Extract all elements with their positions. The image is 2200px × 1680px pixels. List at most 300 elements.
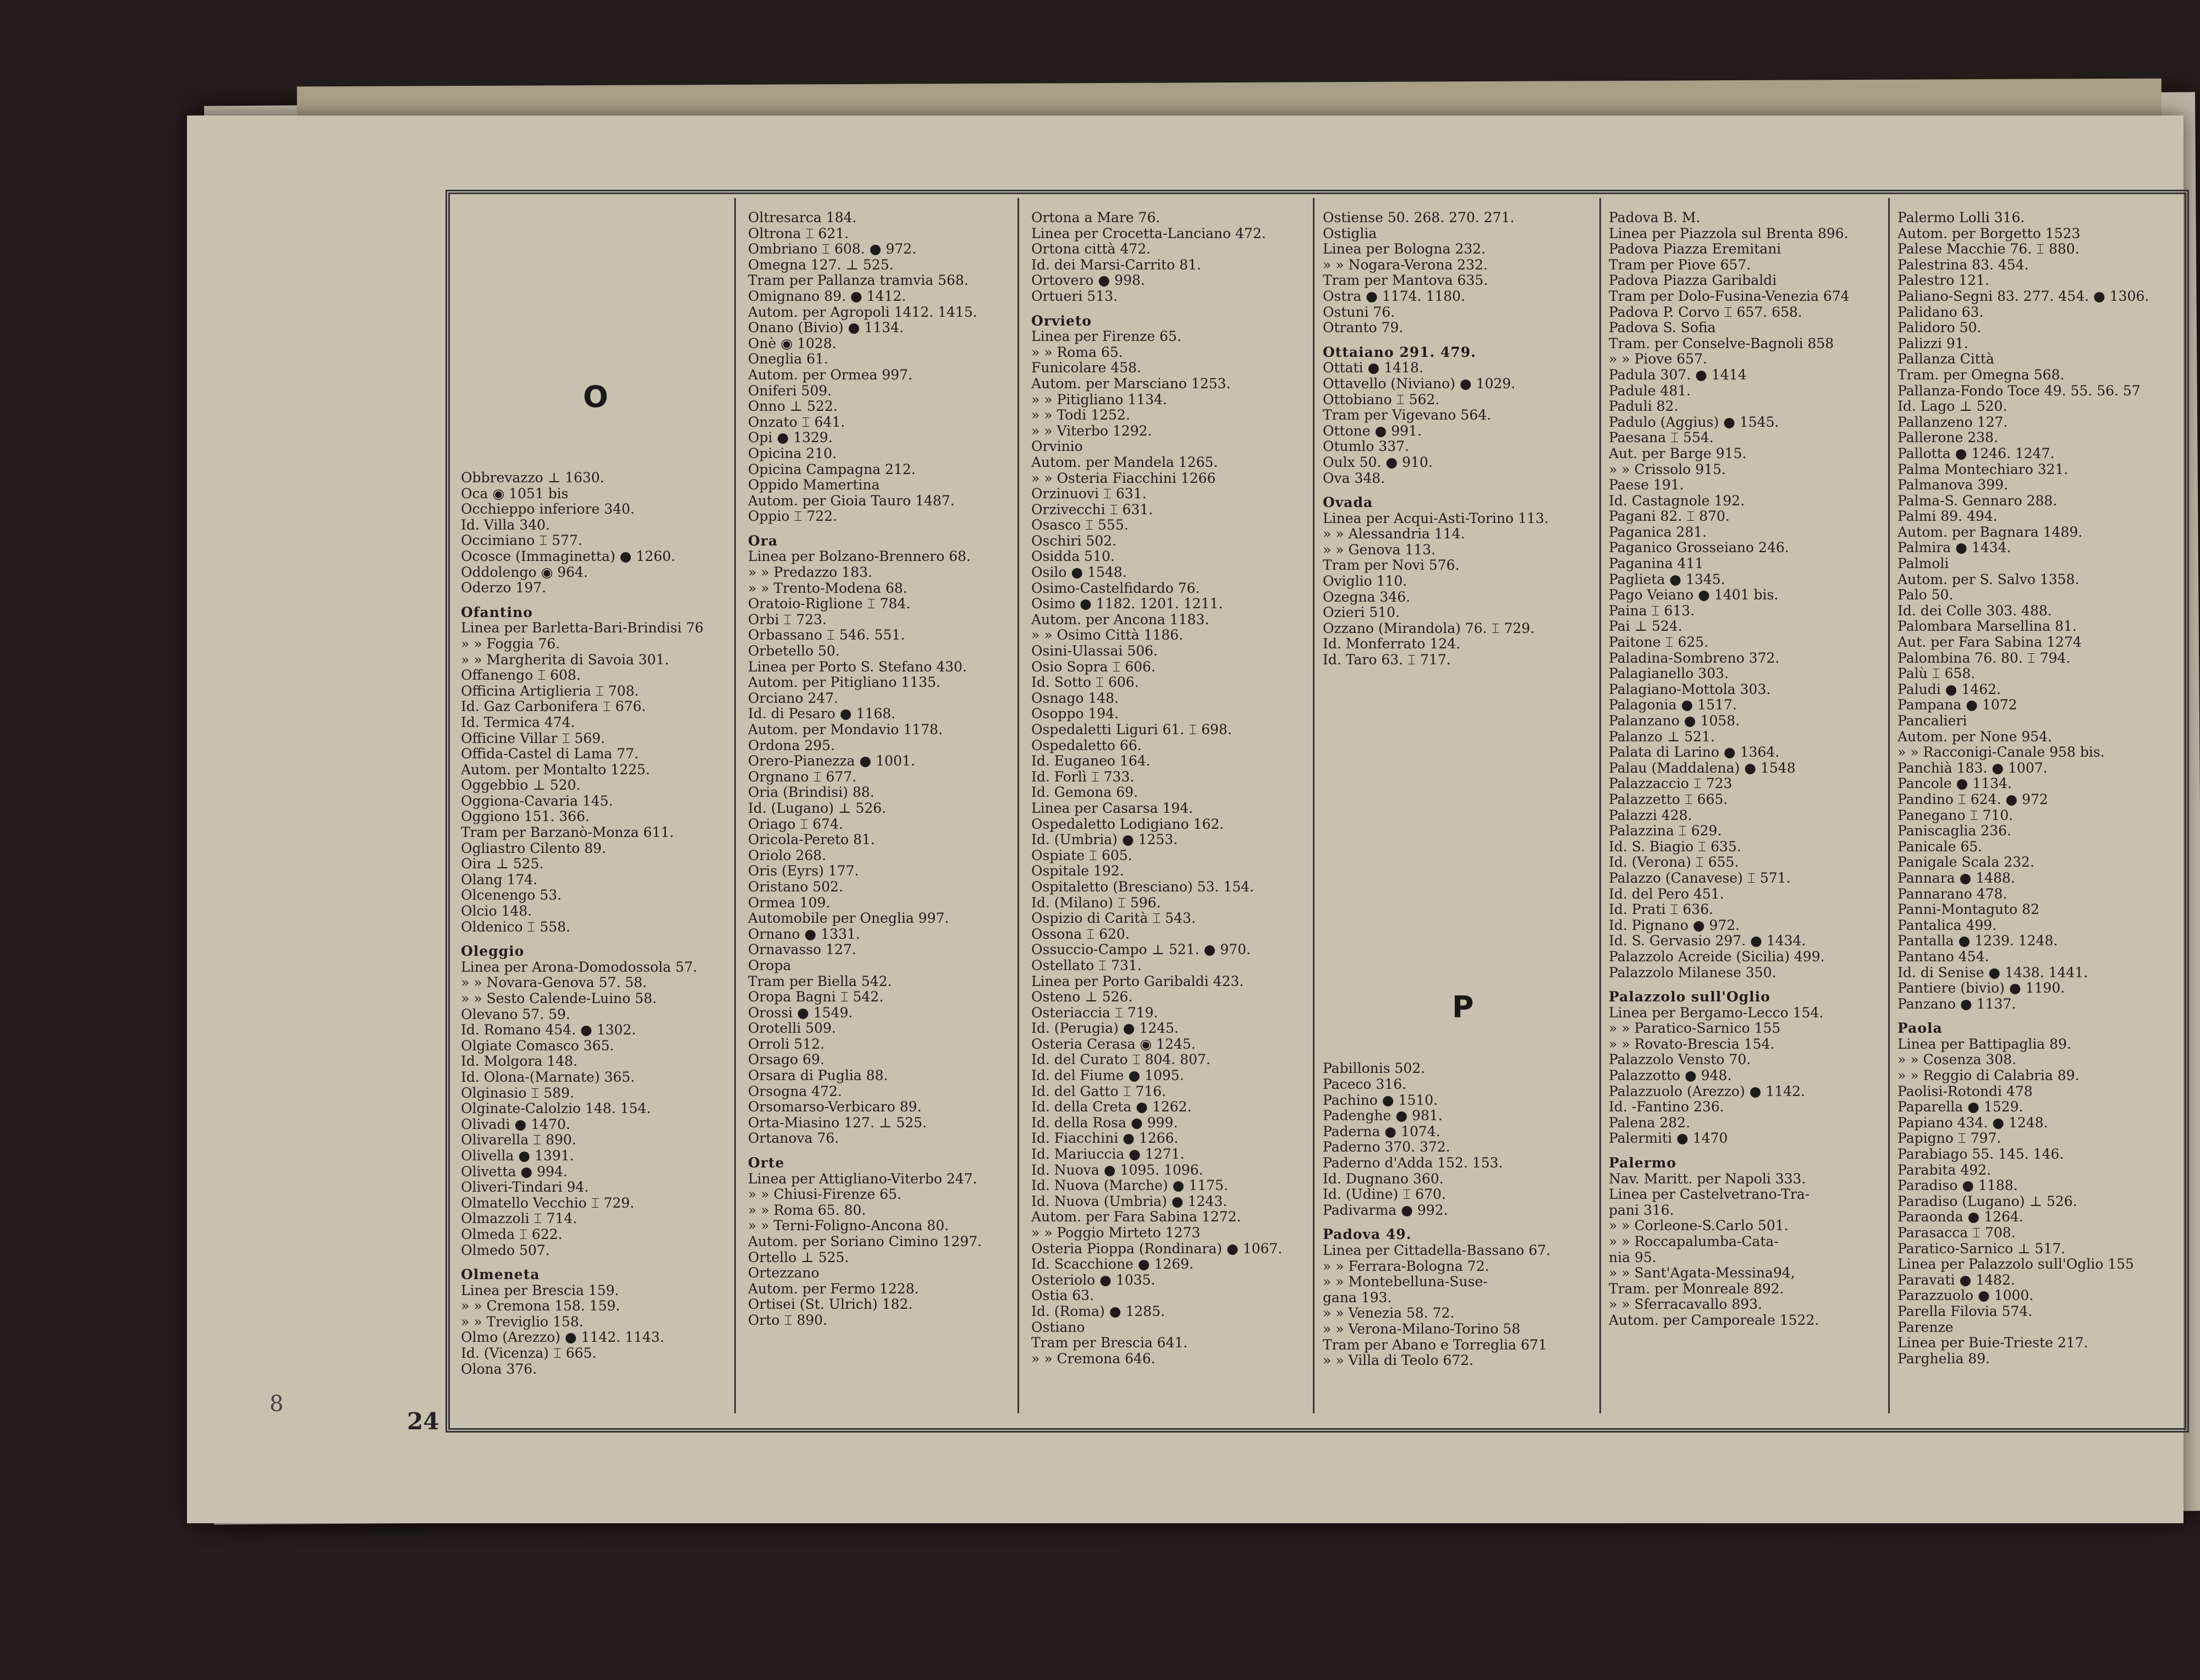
- index-entry: Linea per Buie-Trieste 217.: [1898, 1335, 2088, 1351]
- index-entry: Pancole ● 1134.: [1898, 775, 2012, 792]
- index-entry: Ova 348.: [1323, 470, 1385, 486]
- index-entry: Oriolo 268.: [748, 847, 827, 863]
- index-entry: » » Chiusi-Firenze 65.: [748, 1186, 901, 1203]
- index-entry: Oldenico ⌶ 558.: [461, 918, 570, 935]
- index-entry: Oristano 502.: [748, 878, 843, 895]
- index-entry: Palazzolo Acreide (Sicilia) 499.: [1609, 948, 1825, 965]
- index-entry: Linea per Crocetta-Lanciano 472.: [1031, 225, 1266, 241]
- index-entry: Panchià 183. ● 1007.: [1898, 759, 2048, 776]
- index-entry: Id. (Umbria) ● 1253.: [1031, 831, 1178, 848]
- index-entry: Officine Villar ⌶ 569.: [461, 730, 606, 746]
- index-entry: Parasacca ⌶ 708.: [1898, 1225, 2016, 1241]
- index-entry: Ospedaletti Liguri 61. ⌶ 698.: [1031, 721, 1232, 737]
- index-entry: Oderzo 197.: [461, 580, 547, 596]
- index-entry: Padova Piazza Garibaldi: [1609, 272, 1777, 289]
- index-entry: » » Foggia 76.: [461, 635, 560, 652]
- index-entry: Palermiti ● 1470: [1609, 1130, 1728, 1147]
- index-entry: Ostellato ⌶ 731.: [1031, 957, 1142, 973]
- index-entry: Olcenengo 53.: [461, 887, 562, 904]
- index-entry: » » Verona-Milano-Torino 58: [1323, 1320, 1521, 1337]
- index-entry: Ocosce (Immaginetta) ● 1260.: [461, 548, 675, 564]
- index-entry: » » Sesto Calende-Luino 58.: [461, 990, 657, 1006]
- index-entry: Palazzi 428.: [1609, 807, 1692, 823]
- index-entry: Orsara di Puglia 88.: [748, 1067, 888, 1084]
- index-entry: Opi ● 1329.: [748, 429, 833, 446]
- index-entry: Paludi ● 1462.: [1898, 681, 2001, 697]
- index-entry: » » Genova 113.: [1323, 541, 1436, 558]
- index-entry: Orbetello 50.: [748, 643, 840, 659]
- index-entry: Oddolengo ◉ 964.: [461, 564, 588, 580]
- index-entry: Pai ⊥ 524.: [1609, 618, 1682, 635]
- index-entry: » » Todi 1252.: [1031, 407, 1130, 423]
- index-entry: Id. Mariuccia ● 1271.: [1031, 1146, 1185, 1163]
- index-entry: Opicina 210.: [748, 445, 837, 461]
- index-entry: [1323, 731, 1595, 747]
- index-entry: Linea per Piazzola sul Brenta 896.: [1609, 225, 1849, 241]
- index-entry: Palidoro 50.: [1898, 320, 1982, 336]
- index-entry: Parella Filovia 574.: [1898, 1303, 2033, 1319]
- index-entry: Id. dei Marsi-Carrito 81.: [1031, 256, 1201, 273]
- index-entry: Ospitale 192.: [1031, 863, 1124, 879]
- index-entry: Id. Gemona 69.: [1031, 784, 1138, 801]
- index-entry: Paglieta ● 1345.: [1609, 571, 1725, 587]
- index-entry: » » Cremona 646.: [1031, 1350, 1156, 1367]
- index-column-4: [1323, 210, 1595, 1420]
- index-entry: Paradiso ● 1188.: [1898, 1177, 2018, 1194]
- index-entry: Ottavello (Niviano) ● 1029.: [1323, 375, 1516, 392]
- index-column-2: [748, 210, 1015, 1420]
- index-entry: Id. Fiacchini ● 1266.: [1031, 1130, 1179, 1147]
- index-entry: Oria (Brindisi) 88.: [748, 784, 875, 801]
- index-entry: » » Paratico-Sarnico 155: [1609, 1020, 1781, 1037]
- index-entry: Orbassano ⌶ 546. 551.: [748, 627, 905, 643]
- index-entry: Ogliastro Cilento 89.: [461, 840, 607, 856]
- index-entry: Padulo (Aggius) ● 1545.: [1609, 414, 1779, 430]
- index-entry: Linea per Bologna 232.: [1323, 241, 1486, 257]
- index-entry: Olmatello Vecchio ⌶ 729.: [461, 1194, 635, 1211]
- index-entry: Ostiano: [1031, 1319, 1085, 1335]
- index-entry: Id. del Gatto ⌶ 716.: [1031, 1083, 1167, 1099]
- index-entry: Papiano 434. ● 1248.: [1898, 1114, 2048, 1131]
- index-entry: [1323, 872, 1595, 888]
- index-entry: Osimo ● 1182. 1201. 1211.: [1031, 596, 1223, 612]
- index-entry: Ortanova 76.: [748, 1130, 839, 1147]
- index-entry: Id. Nuova (Marche) ● 1175.: [1031, 1177, 1228, 1194]
- index-entry: Orsogna 472.: [748, 1083, 842, 1099]
- index-entry: [1323, 715, 1595, 731]
- index-entry: Id. di Pesaro ● 1168.: [748, 706, 896, 722]
- index-entry: Padule 481.: [1609, 382, 1691, 399]
- index-entry: Id. Scacchione ● 1269.: [1031, 1256, 1194, 1273]
- index-entry: Ormea 109.: [748, 894, 831, 911]
- index-entry: Paradiso (Lugano) ⊥ 526.: [1898, 1193, 2077, 1209]
- index-entry: Oltresarca 184.: [748, 210, 857, 225]
- index-entry: Paderno d'Adda 152. 153.: [1323, 1155, 1503, 1171]
- index-entry: Tram per Dolo-Fusina-Venezia 674: [1609, 288, 1850, 304]
- index-entry: Padenghe ● 981.: [1323, 1108, 1443, 1124]
- index-entry: Osteria Pioppa (Rondinara) ● 1067.: [1031, 1240, 1283, 1257]
- section-letter-o: O: [583, 379, 608, 414]
- index-entry: Palazzaccio ⌶ 723: [1609, 775, 1733, 792]
- index-column-5: [1609, 210, 1887, 1420]
- index-entry: Tram per Brescia 641.: [1031, 1335, 1188, 1351]
- column-rule: [1888, 198, 1890, 1413]
- index-entry: Ostiglia: [1323, 225, 1377, 241]
- index-entry: Osini-Ulassai 506.: [1031, 643, 1158, 659]
- index-entry: Ossuccio-Campo ⊥ 521. ● 970.: [1031, 941, 1251, 958]
- index-entry: Id. Romano 454. ● 1302.: [461, 1022, 636, 1038]
- index-entry: » » Cremona 158. 159.: [461, 1298, 620, 1314]
- index-entry: Pantalla ● 1239. 1248.: [1898, 933, 2058, 949]
- index-entry: Osteriolo ● 1035.: [1031, 1271, 1156, 1288]
- index-entry: Tram per Mantova 635.: [1323, 272, 1488, 289]
- index-entry: » » Roccapalumba-Cata-: [1609, 1233, 1779, 1249]
- index-entry: Paderno 370. 372.: [1323, 1139, 1450, 1155]
- index-entry: Funicolare 458.: [1031, 360, 1141, 376]
- index-entry: Orossi ● 1549.: [748, 1004, 853, 1021]
- index-entry: » » Margherita di Savoia 301.: [461, 651, 669, 668]
- index-entry: » » Corleone-S.Carlo 501.: [1609, 1218, 1789, 1234]
- index-entry: Paparella ● 1529.: [1898, 1099, 2023, 1115]
- index-entry: Obbrevazzo ⊥ 1630.: [461, 470, 604, 486]
- index-entry: [1323, 778, 1595, 794]
- index-entry: Tram per Barzanò-Monza 611.: [461, 824, 674, 841]
- index-entry: Ossona ⌶ 620.: [1031, 926, 1130, 942]
- index-entry: Ortueri 513.: [1031, 288, 1118, 304]
- index-entry: [1323, 825, 1595, 841]
- station-heading: Oleggio: [461, 943, 525, 960]
- index-entry: [1323, 967, 1595, 983]
- index-entry: Nav. Maritt. per Napoli 333.: [1609, 1170, 1806, 1187]
- index-entry: Palermo Lolli 316.: [1898, 210, 2025, 225]
- index-entry: Offida-Castel di Lama 77.: [461, 746, 639, 762]
- index-entry: Ostiense 50. 268. 270. 271.: [1323, 210, 1515, 225]
- index-entry: Autom. per Mandela 1265.: [1031, 454, 1218, 470]
- index-entry: Opicina Campagna 212.: [748, 461, 916, 477]
- index-entry: Orta-Miasino 127. ⊥ 525.: [748, 1114, 927, 1131]
- index-entry: Palmanova 399.: [1898, 477, 2009, 493]
- index-entry: » » Terni-Foligno-Ancona 80.: [748, 1218, 949, 1234]
- index-entry: Oppido Mamertina: [748, 477, 880, 493]
- index-entry: Autom. per Gioia Tauro 1487.: [748, 492, 955, 509]
- index-entry: Occimiano ⌶ 577.: [461, 532, 582, 549]
- index-entry: » » Trento-Modena 68.: [748, 580, 908, 596]
- index-entry: Officina Artiglieria ⌶ 708.: [461, 682, 639, 699]
- index-entry: Id. del Fiume ● 1095.: [1031, 1067, 1184, 1084]
- index-entry: Autom. per Bagnara 1489.: [1898, 524, 2083, 540]
- index-entry: Osnago 148.: [1031, 690, 1119, 706]
- index-entry: Palata di Larino ● 1364.: [1609, 744, 1780, 761]
- index-entry: Linea per Battipaglia 89.: [1898, 1035, 2071, 1052]
- index-entry: Olivetta ● 994.: [461, 1163, 568, 1180]
- index-entry: Osteria Cerasa ◉ 1245.: [1031, 1035, 1196, 1052]
- index-entry: Pallanzeno 127.: [1898, 414, 2008, 430]
- index-entry: Oca ◉ 1051 bis: [461, 485, 569, 502]
- index-entry: Orzinuovi ⌶ 631.: [1031, 486, 1147, 502]
- index-entry: Oggiona-Cavaria 145.: [461, 792, 613, 809]
- index-entry: Oggiono 151. 366.: [461, 808, 590, 825]
- index-entry: Palagonia ● 1517.: [1609, 697, 1737, 713]
- index-entry: Oliveri-Tindari 94.: [461, 1179, 589, 1196]
- index-entry: Pagani 82. ⌶ 870.: [1609, 508, 1730, 525]
- index-entry: Palù ⌶ 658.: [1898, 665, 1976, 682]
- index-entry: Id. (Roma) ● 1285.: [1031, 1303, 1165, 1319]
- index-entry: Palazzotto ● 948.: [1609, 1067, 1732, 1084]
- index-entry: Ortona a Mare 76.: [1031, 210, 1160, 225]
- index-entry: Pantalica 499.: [1898, 917, 1997, 933]
- index-entry: Id. -Fantino 236.: [1609, 1099, 1724, 1115]
- index-entry: Parghelia 89.: [1898, 1350, 1990, 1367]
- index-entry: Paliano-Segni 83. 277. 454. ● 1306.: [1898, 288, 2149, 304]
- station-heading: Palermo: [1609, 1155, 1677, 1171]
- index-entry: » » Alessandria 114.: [1323, 526, 1465, 542]
- index-entry: Orciano 247.: [748, 690, 839, 706]
- index-entry: Osoppo 194.: [1031, 706, 1119, 722]
- index-entry: Olginate-Calolzio 148. 154.: [461, 1100, 651, 1117]
- index-entry: Palombara Marsellina 81.: [1898, 618, 2077, 635]
- index-entry: Ornano ● 1331.: [748, 926, 860, 942]
- index-entry: Palestrina 83. 454.: [1898, 256, 2029, 273]
- index-entry: Ospedaletto 66.: [1031, 737, 1142, 753]
- station-heading: Ofantino: [461, 604, 533, 620]
- index-entry: Aut. per Barge 915.: [1609, 445, 1747, 461]
- station-heading: Orte: [748, 1155, 785, 1171]
- index-entry: » » Piove 657.: [1609, 351, 1707, 367]
- index-entry: Oviglio 110.: [1323, 573, 1407, 590]
- index-entry: Orvinio: [1031, 438, 1083, 455]
- index-entry: Autom. per Camporeale 1522.: [1609, 1312, 1819, 1328]
- index-entry: Id. Euganeo 164.: [1031, 753, 1151, 769]
- index-entry: » » Treviglio 158.: [461, 1313, 584, 1330]
- index-entry: Oratoio-Riglione ⌶ 784.: [748, 596, 911, 612]
- index-entry: Id. Castagnole 192.: [1609, 492, 1745, 509]
- index-entry: [1323, 888, 1595, 904]
- index-entry: [1323, 1014, 1595, 1030]
- column-rule: [1018, 198, 1019, 1413]
- index-entry: Orotelli 509.: [748, 1020, 836, 1037]
- index-entry: Orero-Pianezza ● 1001.: [748, 753, 915, 769]
- index-entry: Palazzolo Vensto 70.: [1609, 1051, 1751, 1068]
- index-entry: Automobile per Oneglia 997.: [748, 910, 949, 927]
- index-entry: Olivadi ● 1470.: [461, 1116, 570, 1132]
- index-entry: Palazzina ⌶ 629.: [1609, 823, 1722, 839]
- index-entry: Panicale 65.: [1898, 838, 1983, 855]
- index-entry: Pantiere (bivio) ● 1190.: [1898, 980, 2065, 996]
- index-entry: Ornavasso 127.: [748, 941, 856, 958]
- index-entry: Palazzolo Milanese 350.: [1609, 964, 1777, 981]
- index-entry: Id. (Vicenza) ⌶ 665.: [461, 1345, 597, 1362]
- index-entry: Autom. per Marsciano 1253.: [1031, 375, 1231, 392]
- index-entry: Palazzetto ⌶ 665.: [1609, 791, 1728, 807]
- index-entry: [1323, 762, 1595, 778]
- index-entry: » » Roma 65. 80.: [748, 1202, 866, 1218]
- index-entry: Orto ⌶ 890.: [748, 1312, 828, 1328]
- index-entry: Oropa: [748, 957, 791, 973]
- index-entry: Id. Sotto ⌶ 606.: [1031, 674, 1139, 691]
- index-entry: Pallotta ● 1246. 1247.: [1898, 445, 2055, 461]
- index-entry: Id. Pignano ● 972.: [1609, 917, 1740, 933]
- page-number: 24: [407, 1408, 439, 1435]
- index-entry: Tram. per Conselve-Bagnoli 858: [1609, 335, 1834, 351]
- section-letter-p: P: [1452, 990, 1474, 1024]
- index-entry: Tram per Piove 657.: [1609, 256, 1751, 273]
- index-entry: Palese Macchie 76. ⌶ 880.: [1898, 241, 2080, 257]
- index-entry: Autom. per Montalto 1225.: [461, 761, 650, 778]
- index-entry: Oricola-Pereto 81.: [748, 831, 875, 848]
- index-entry: Paganina 411: [1609, 555, 1704, 572]
- index-entry: Ozegna 346.: [1323, 588, 1411, 605]
- index-entry: Pago Veiano ● 1401 bis.: [1609, 587, 1779, 603]
- index-entry: Oriago ⌶ 674.: [748, 816, 843, 832]
- index-entry: Palmoli: [1898, 555, 1949, 572]
- index-entry: Paladina-Sombreno 372.: [1609, 649, 1780, 666]
- index-entry: Palanzo ⊥ 521.: [1609, 728, 1715, 745]
- index-entry: Onzato ⌶ 641.: [748, 414, 845, 430]
- index-entry: [1323, 951, 1595, 967]
- index-entry: Ottone ● 991.: [1323, 422, 1422, 439]
- index-entry: Autom. per Borgetto 1523: [1898, 225, 2081, 241]
- index-entry: Olginasio ⌶ 589.: [461, 1084, 574, 1101]
- index-entry: Parabita 492.: [1898, 1161, 1992, 1178]
- index-entry: pani 316.: [1609, 1202, 1674, 1218]
- index-entry: Id. Molgora 148.: [461, 1053, 578, 1070]
- index-entry: Paceco 316.: [1323, 1076, 1407, 1093]
- index-entry: Palidano 63.: [1898, 304, 1984, 320]
- index-entry: Autom. per Fara Sabina 1272.: [1031, 1209, 1241, 1225]
- index-entry: Oira ⊥ 525.: [461, 856, 544, 872]
- index-entry: Onano (Bivio) ● 1134.: [748, 320, 904, 336]
- index-entry: Linea per Castelvetrano-Tra-: [1609, 1186, 1810, 1203]
- index-entry: Papigno ⌶ 797.: [1898, 1130, 2001, 1147]
- index-entry: [1323, 983, 1595, 999]
- index-entry: Onno ⊥ 522.: [748, 398, 838, 415]
- index-entry: » » Crissolo 915.: [1609, 461, 1726, 477]
- index-entry: [1323, 919, 1595, 935]
- index-entry: » » Montebelluna-Suse-: [1323, 1274, 1488, 1290]
- index-entry: Id. Monferrato 124.: [1323, 636, 1461, 652]
- index-entry: Padova S. Sofia: [1609, 320, 1716, 336]
- index-entry: Pannarano 478.: [1898, 885, 2008, 902]
- index-entry: Onè ◉ 1028.: [748, 335, 837, 351]
- index-entry: Panzano ● 1137.: [1898, 995, 2016, 1012]
- index-entry: Ottati ● 1418.: [1323, 360, 1423, 376]
- index-entry: Palo 50.: [1898, 587, 1954, 603]
- index-entry: Pabillonis 502.: [1323, 1060, 1426, 1077]
- index-entry: Tram per Vigevano 564.: [1323, 407, 1492, 423]
- index-entry: Osidda 510.: [1031, 548, 1115, 565]
- index-entry: Palanzano ● 1058.: [1609, 713, 1740, 729]
- index-entry: Id. Olona-(Marnate) 365.: [461, 1068, 635, 1085]
- index-entry: gana 193.: [1323, 1289, 1392, 1306]
- index-entry: Oulx 50. ● 910.: [1323, 454, 1433, 470]
- index-entry: Paraonda ● 1264.: [1898, 1209, 2023, 1225]
- index-entry: Osasco ⌶ 555.: [1031, 517, 1129, 533]
- index-entry: Linea per Acqui-Asti-Torino 113.: [1323, 510, 1549, 526]
- index-entry: Linea per Barletta-Bari-Brindisi 76: [461, 620, 704, 636]
- index-entry: Ostia 63.: [1031, 1287, 1094, 1304]
- index-entry: Panegano ⌶ 710.: [1898, 807, 2014, 823]
- index-entry: Olgiate Comasco 365.: [461, 1037, 614, 1054]
- index-entry: Paderna ● 1074.: [1323, 1123, 1440, 1139]
- index-entry: [1323, 1045, 1595, 1061]
- index-entry: [1323, 841, 1595, 857]
- index-entry: [1323, 699, 1595, 715]
- index-entry: Olivella ● 1391.: [461, 1147, 574, 1164]
- index-entry: Id. (Perugia) ● 1245.: [1031, 1020, 1179, 1037]
- index-entry: Oniferi 509.: [748, 382, 832, 399]
- index-entry: Palagianello 303.: [1609, 665, 1729, 682]
- index-entry: Pallerone 238.: [1898, 429, 1998, 446]
- index-entry: [1323, 1029, 1595, 1045]
- index-entry: Autom. per None 954.: [1898, 728, 2052, 745]
- index-entry: Ospizio di Carità ⌶ 543.: [1031, 910, 1196, 927]
- index-entry: Palma Montechiaro 321.: [1898, 461, 2069, 477]
- index-entry: Palau (Maddalena) ● 1548: [1609, 759, 1796, 776]
- station-heading: Ora: [748, 532, 778, 549]
- index-entry: Linea per Attigliano-Viterbo 247.: [748, 1170, 977, 1187]
- index-entry: Ortezzano: [748, 1265, 820, 1281]
- index-entry: Osteno ⊥ 526.: [1031, 989, 1133, 1005]
- index-entry: Pachino ● 1510.: [1323, 1092, 1438, 1108]
- index-entry: » » Osteria Fiacchini 1266: [1031, 470, 1216, 486]
- index-entry: Pallanza-Fondo Toce 49. 55. 56. 57: [1898, 382, 2141, 399]
- index-entry: Id. S. Biagio ⌶ 635.: [1609, 838, 1741, 855]
- index-entry: » » Ferrara-Bologna 72.: [1323, 1258, 1489, 1274]
- index-entry: [1323, 935, 1595, 951]
- index-entry: Pannara ● 1488.: [1898, 869, 2015, 886]
- index-entry: Id. del Curato ⌶ 804. 807.: [1031, 1051, 1211, 1068]
- index-entry: Autom. per Ancona 1183.: [1031, 611, 1209, 627]
- index-entry: Palombina 76. 80. ⌶ 794.: [1898, 649, 2071, 666]
- index-entry: Autom. per Fermo 1228.: [748, 1280, 919, 1297]
- index-entry: » » Racconigi-Canale 958 bis.: [1898, 744, 2105, 761]
- index-entry: Id. dei Colle 303. 488.: [1898, 602, 2052, 619]
- index-entry: Autom. per Agropoli 1412. 1415.: [748, 304, 977, 320]
- index-entry: Olcio 148.: [461, 903, 532, 919]
- index-entry: Orroli 512.: [748, 1035, 825, 1052]
- index-entry: » » Predazzo 183.: [748, 564, 872, 581]
- index-entry: Orsago 69.: [748, 1051, 824, 1068]
- index-entry: Panni-Montaguto 82: [1898, 901, 2039, 918]
- index-entry: [1323, 904, 1595, 920]
- index-entry: Id. di Senise ● 1438. 1441.: [1898, 964, 2088, 981]
- station-heading: Ottaiano 291. 479.: [1323, 344, 1476, 360]
- index-entry: Parabiago 55. 145. 146.: [1898, 1146, 2064, 1163]
- index-entry: Autom. per Mondavio 1178.: [748, 721, 943, 737]
- index-entry: Autom. per S. Salvo 1358.: [1898, 571, 2080, 587]
- index-entry: Palestro 121.: [1898, 272, 1989, 289]
- index-entry: Osteriaccia ⌶ 719.: [1031, 1004, 1158, 1021]
- index-entry: Id. (Udine) ⌶ 670.: [1323, 1186, 1446, 1203]
- index-entry: Parenze: [1898, 1319, 1954, 1335]
- index-entry: Paganico Grosseiano 246.: [1609, 539, 1789, 556]
- index-entry: Tram per Abano e Torreglia 671: [1323, 1336, 1547, 1353]
- index-entry: Id. Gaz Carbonifera ⌶ 676.: [461, 698, 646, 715]
- index-entry: Olmo (Arezzo) ● 1142. 1143.: [461, 1329, 664, 1346]
- index-entry: » » Osimo Città 1186.: [1031, 627, 1184, 643]
- index-entry: Palmira ● 1434.: [1898, 539, 2011, 556]
- index-entry: Ozieri 510.: [1323, 604, 1400, 621]
- index-entry: Autom. per Ormea 997.: [748, 366, 913, 383]
- index-column-3: [1031, 210, 1309, 1420]
- index-entry: Linea per Porto S. Stefano 430.: [748, 658, 967, 675]
- index-entry: Id. Taro 63. ⌶ 717.: [1323, 652, 1451, 668]
- index-entry: Linea per Arona-Domodossola 57.: [461, 959, 697, 975]
- index-entry: Padova B. M.: [1609, 210, 1701, 225]
- index-entry: Tram per Novi 576.: [1323, 557, 1460, 574]
- index-entry: Otranto 79.: [1323, 320, 1404, 336]
- index-entry: Omignano 89. ● 1412.: [748, 288, 906, 304]
